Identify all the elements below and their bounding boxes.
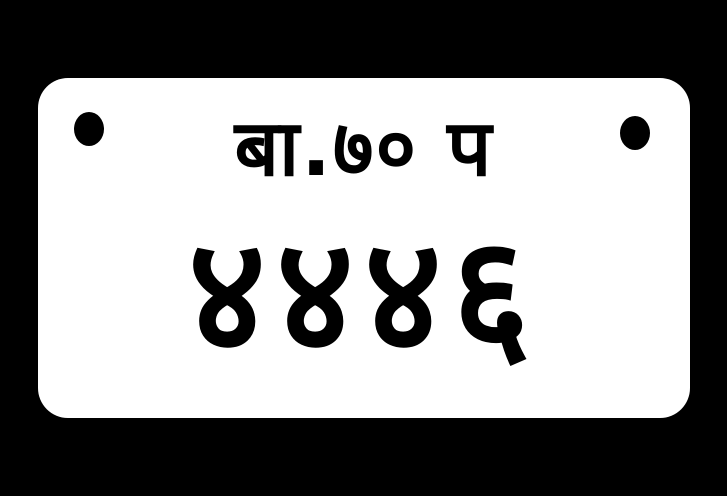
plate-number: ४४४६ [187, 203, 540, 387]
license-plate [38, 78, 690, 418]
plate-zone-code: बा.७० प [234, 104, 494, 194]
